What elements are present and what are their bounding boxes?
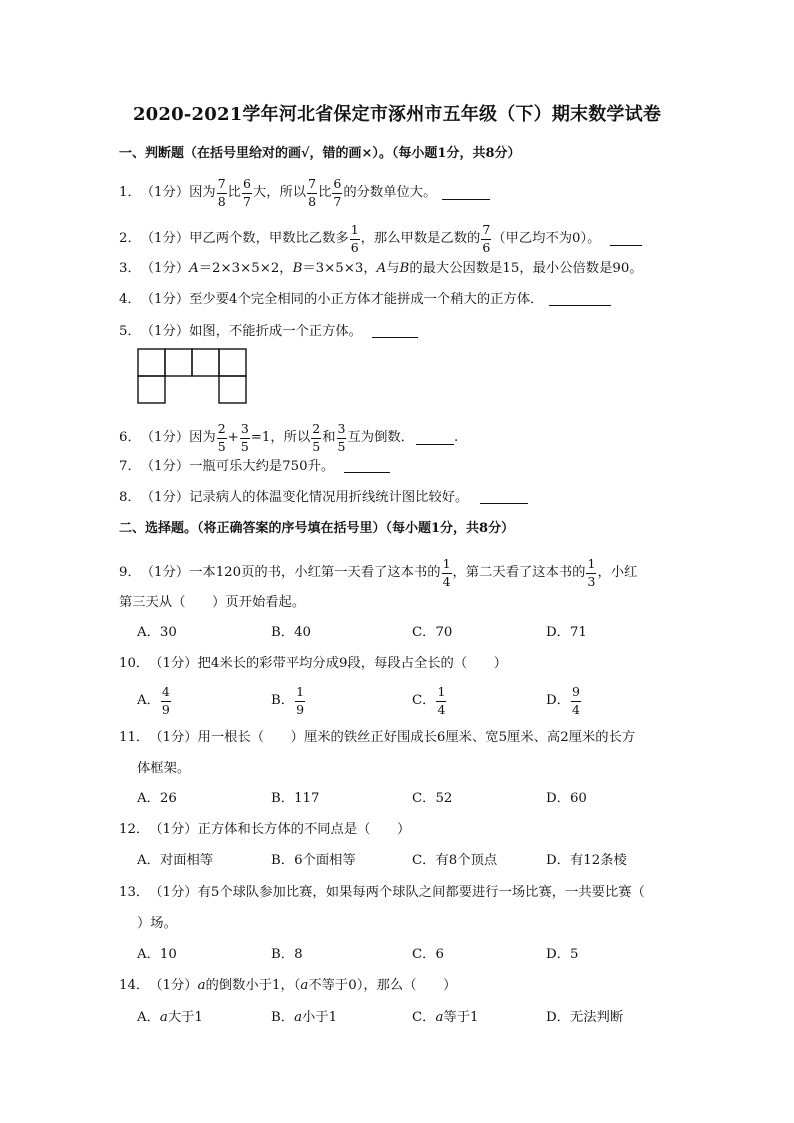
question-score: （1分）: [149, 978, 198, 993]
question-14: [119, 979, 456, 992]
question-text: 比: [318, 185, 332, 201]
question-number: 6．: [119, 430, 141, 446]
question-10: [119, 657, 507, 670]
question-text: 有5个球队参加比赛，如果每两个球队之间都要进行一场比赛，一共要比赛（: [197, 885, 645, 900]
question-text: 的分数单位大。: [343, 185, 437, 201]
question-4: [119, 293, 611, 306]
question-text: 互为倒数．: [347, 430, 414, 446]
question-score: （1分）: [140, 324, 190, 339]
question-score: （1分）: [149, 822, 198, 837]
answer-blank[interactable]: [344, 460, 390, 473]
question-number: 10．: [119, 656, 150, 671]
option-d[interactable]: D． 无法判断: [546, 1010, 624, 1025]
question-number: 9．: [119, 565, 141, 581]
question-text: 的倒数小于1，（: [205, 978, 301, 993]
variable-a: a: [300, 978, 309, 993]
question-number: 8．: [119, 490, 141, 505]
question-9: [119, 558, 637, 588]
option-c[interactable]: C．52: [412, 791, 453, 806]
question-text: （甲乙均不为0）。: [492, 231, 601, 247]
variable-a: A: [376, 261, 387, 276]
question-11-line2: 体框架。: [137, 761, 191, 776]
question-score: （1分）: [149, 730, 198, 745]
option-c[interactable]: C．70: [412, 625, 453, 640]
question-text: ＝2×3×5×2，: [198, 261, 293, 276]
question-11: [119, 731, 635, 744]
question-score: （1分）: [149, 656, 198, 671]
cube-net-figure: [137, 348, 249, 406]
option-b[interactable]: B． a 小于1: [271, 1010, 338, 1025]
fraction: $\frac{7}{6}$: [482, 222, 491, 255]
question-text: 的最大公因数是15，最小公倍数是90。: [409, 261, 643, 276]
option-d[interactable]: D．5: [546, 947, 579, 962]
question-text: 如图，不能折成一个正方体。: [189, 324, 362, 339]
fraction: $\frac{6}{7}$: [333, 176, 342, 209]
question-number: 3．: [119, 261, 141, 276]
net-square: [138, 349, 165, 376]
question-score: （1分）: [140, 261, 190, 276]
net-square: [219, 349, 246, 376]
variable-a: A: [189, 261, 199, 276]
option-b[interactable]: B． $\frac{1}{9}$: [271, 684, 305, 717]
question-text: .: [453, 430, 459, 446]
option-a[interactable]: A．对面相等: [137, 853, 214, 868]
question-text: 比: [227, 185, 241, 201]
section-header-judgment: 一、判断题（在括号里给对的画√，错的画×）。（每小题1分，共8分）: [119, 146, 521, 161]
question-score: （1分）: [140, 490, 190, 505]
page-title: 2020-2021学年河北省保定市涿州市五年级（下）期末数学试卷: [132, 104, 662, 125]
question-number: 7．: [119, 459, 141, 474]
question-text: 一本120页的书，小红第一天看了这本书的: [189, 565, 441, 581]
answer-blank[interactable]: [610, 233, 642, 246]
fraction: $\frac{3}{5}$: [337, 421, 346, 454]
fraction: $\frac{4}{9}$: [161, 684, 170, 717]
section-header-choice: 二、选择题。（将正确答案的序号填在括号里）（每小题1分，共8分）: [119, 521, 515, 536]
question-text: 至少要4个完全相同的小正方体才能拼成一个稍大的正方体．: [189, 292, 544, 307]
net-square: [165, 349, 192, 376]
question-text: 一瓶可乐大约是750升。: [189, 459, 335, 474]
question-3: [119, 262, 643, 275]
question-text: 大，所以: [252, 185, 307, 201]
question-text: 把4米长的彩带平均分成9段，每段占全长的（ ）: [197, 656, 508, 671]
answer-blank[interactable]: [442, 187, 490, 200]
question-9-line2: 第三天从（ ）页开始看起。: [119, 595, 306, 610]
question-text: 与: [386, 261, 400, 276]
option-c[interactable]: C． a 等于1: [412, 1010, 479, 1025]
question-number: 14．: [119, 978, 150, 993]
question-13: [119, 886, 645, 899]
option-a[interactable]: A．26: [137, 791, 177, 806]
question-text: 和: [322, 430, 336, 446]
question-12: [119, 823, 410, 836]
option-b[interactable]: B．40: [271, 625, 311, 640]
option-d[interactable]: D． $\frac{9}{4}$: [546, 684, 580, 717]
option-d[interactable]: D．有12条棱: [546, 853, 627, 868]
option-a[interactable]: A．10: [137, 947, 177, 962]
question-5: [119, 325, 418, 338]
question-text: 正方体和长方体的不同点是（ ）: [197, 822, 411, 837]
question-text: 因为: [189, 430, 216, 446]
option-a[interactable]: A．30: [137, 625, 177, 640]
fraction: $\frac{1}{9}$: [296, 684, 305, 717]
question-2: [119, 224, 642, 254]
option-a[interactable]: A． $\frac{4}{9}$: [137, 684, 170, 717]
option-c[interactable]: C．有8个顶点: [412, 853, 498, 868]
option-d[interactable]: D．71: [546, 625, 587, 640]
variable-b: B: [399, 261, 410, 276]
question-7: [119, 460, 390, 473]
question-text: ，那么甲数是乙数的: [360, 231, 481, 247]
question-score: （1分）: [140, 292, 190, 307]
option-b[interactable]: B．6个面相等: [271, 853, 356, 868]
question-8: [119, 491, 528, 504]
fraction: $\frac{7}{8}$: [217, 176, 226, 209]
question-text: 不等于0），那么（ ）: [308, 978, 457, 993]
question-text: 用一根长（ ）厘米的铁丝正好围成长6厘米、宽5厘米、高2厘米的长方: [197, 730, 636, 745]
question-score: （1分）: [140, 565, 190, 581]
option-d[interactable]: D．60: [546, 791, 587, 806]
question-text: 甲乙两个数，甲数比乙数多: [189, 231, 349, 247]
fraction: $\frac{3}{5}$: [240, 421, 249, 454]
fraction: $\frac{9}{4}$: [571, 684, 580, 717]
question-text: =1，所以: [250, 430, 311, 446]
fraction: $\frac{2}{5}$: [217, 421, 226, 454]
option-b[interactable]: B．8: [271, 947, 303, 962]
question-number: 4．: [119, 292, 141, 307]
answer-blank[interactable]: [372, 325, 418, 338]
question-13-line2: ）场。: [137, 916, 177, 931]
question-number: 11．: [119, 730, 150, 745]
variable-a: a: [197, 978, 206, 993]
question-text: ＝3×5×3，: [302, 261, 377, 276]
question-text: ，小红: [597, 565, 638, 581]
fraction: $\frac{6}{7}$: [242, 176, 251, 209]
net-square: [219, 376, 246, 403]
option-c[interactable]: C．6: [412, 947, 444, 962]
net-square: [192, 349, 219, 376]
question-score: （1分）: [149, 885, 198, 900]
net-square: [138, 376, 165, 403]
question-score: （1分）: [140, 231, 190, 247]
question-number: 12．: [119, 822, 150, 837]
question-text: 记录病人的体温变化情况用折线统计图比较好。: [189, 490, 469, 505]
question-text: +: [227, 430, 239, 446]
option-b[interactable]: B．117: [271, 791, 320, 806]
fraction: $\frac{7}{8}$: [308, 176, 317, 209]
question-number: 2．: [119, 231, 141, 247]
question-score: （1分）: [140, 430, 190, 446]
fraction: $\frac{1}{4}$: [437, 684, 446, 717]
question-score: （1分）: [140, 185, 190, 201]
question-1: [119, 178, 490, 208]
option-c[interactable]: C． $\frac{1}{4}$: [412, 684, 446, 717]
answer-blank[interactable]: [416, 432, 454, 445]
variable-b: B: [292, 261, 303, 276]
question-text: ，第二天看了这本书的: [452, 565, 586, 581]
option-a[interactable]: A． a 大于1: [137, 1010, 203, 1025]
question-number: 13．: [119, 885, 150, 900]
question-number: 5．: [119, 324, 141, 339]
question-number: 1．: [119, 185, 141, 201]
fraction: $\frac{1}{4}$: [442, 556, 451, 589]
fraction: $\frac{1}{6}$: [350, 222, 359, 255]
question-score: （1分）: [140, 459, 190, 474]
fraction: $\frac{2}{5}$: [312, 421, 321, 454]
question-text: 因为: [189, 185, 216, 201]
question-6: [119, 423, 458, 453]
answer-blank[interactable]: [549, 293, 611, 306]
answer-blank[interactable]: [480, 491, 528, 504]
fraction: $\frac{1}{3}$: [587, 556, 596, 589]
